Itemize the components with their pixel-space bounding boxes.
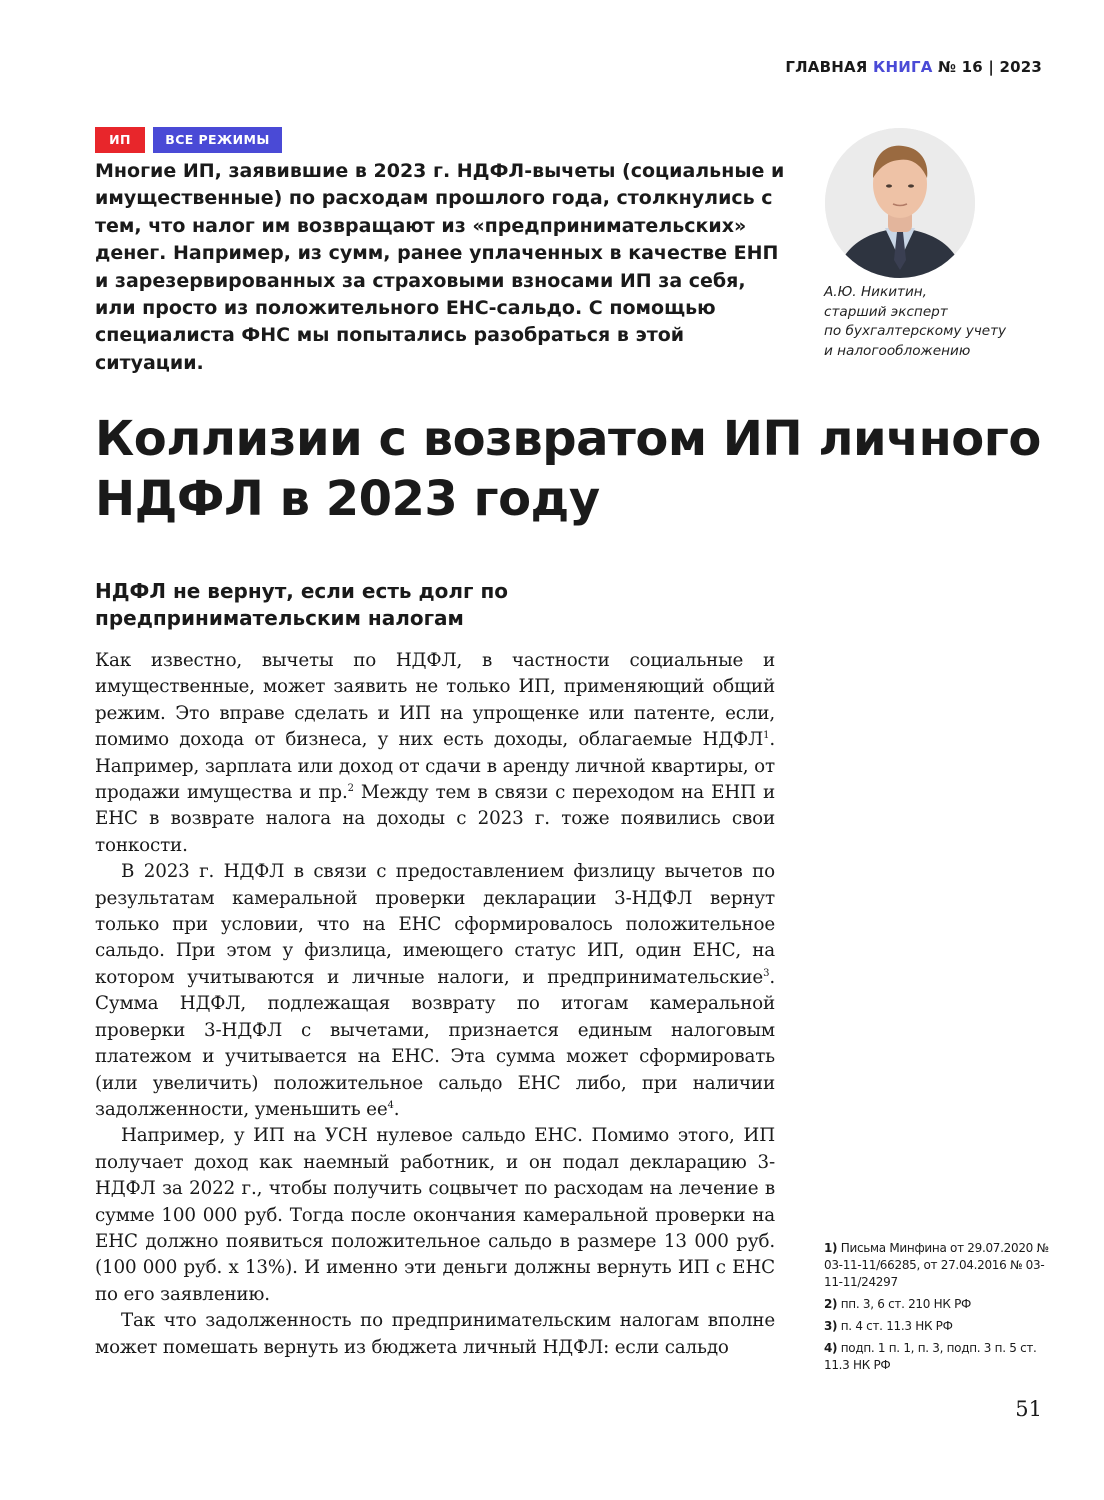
magazine-name: ГЛАВНАЯ bbox=[785, 58, 868, 76]
footnote: 3) п. 4 ст. 11.3 НК РФ bbox=[824, 1319, 953, 1333]
author-role-line: старший эксперт bbox=[824, 303, 948, 320]
body-paragraph: Например, у ИП на УСН нулевое сальдо ЕНС. Помимо этого, ИП получает доход как наемный работник, и он подал декларацию 3-НДФЛ за 2022 г., чтобы получить соцвычет по расходам на лечение в сумме 100 000 руб. Тогда после окончания камеральной проверки на ЕНС должно появиться положительное сальдо в размере 13 000 руб. (100 000 руб. х 13%). И именно эти деньги должны вернуть ИП с ЕНС по его заявлению. bbox=[95, 1125, 775, 1305]
author-name: А.Ю. Никитин, bbox=[824, 284, 928, 300]
page-number: 51 bbox=[1015, 1397, 1042, 1421]
author-role-line: по бухгалтерскому учету bbox=[824, 323, 1007, 339]
body-paragraph: В 2023 г. НДФЛ в связи с предоставлением физлицу вычетов по результатам камеральной проверки декларации 3-НДФЛ вернут только при условии, что на ЕНС сформировалось положительное сальдо. При этом у физлица, имеющего статус ИП, один ЕНС, на котором учитываются и личные налоги, и предпринимательские$^3$. Сумма НДФЛ, подлежащая возврату по итогам камеральной проверки 3-НДФЛ с вычетами, признается единым налоговым платежом и учитывается на ЕНС. Эта сумма может сформировать (или увеличить) положительное сальдо ЕНС либо, при наличии задолженности, уменьшить $ее^4$. bbox=[95, 861, 775, 1120]
footnote-ref[interactable]: 3 bbox=[763, 967, 770, 979]
footnote: 4) подп. 1 п. 1, п. 3, подп. 3 п. 5 ст. 11.3 НК РФ bbox=[824, 1341, 1037, 1372]
article-title: Коллизии с возвратом ИП личного НДФЛ в 2023 году bbox=[95, 411, 1041, 527]
footnote-ref[interactable]: 2 bbox=[347, 782, 354, 794]
magazine-name-accent: КНИГА bbox=[873, 58, 933, 76]
issue-number: № 16 | 2023 bbox=[937, 58, 1042, 76]
author-role-line: и налогообложению bbox=[824, 342, 971, 359]
footnote: 2) пп. 3, 6 ст. 210 НК РФ bbox=[824, 1297, 972, 1311]
article-body bbox=[95, 648, 775, 1361]
tag-ip: ИП bbox=[95, 127, 145, 153]
body-paragraph: Как известно, вычеты по НДФЛ, в частности социальные и имущественные, может заявить не только ИП, применяющий общий режим. Это вправе сделать и ИП на упрощенке или патенте, если, помимо дохода от бизнеса, у них есть доходы, облагаемые НДФЛ$^1$. Например, зарплата или доход от сдачи в аренду личной квартиры, от продажи имущества и пр.$^2$ Между тем в связи с переходом на ЕНП и ЕНС в возврате налога на доходы с 2023 г. тоже появились свои тонкости. bbox=[95, 650, 775, 856]
footnote-ref[interactable]: 4 bbox=[387, 1099, 394, 1111]
masthead bbox=[785, 58, 1042, 76]
tag-all-regimes: ВСЕ РЕЖИМЫ bbox=[153, 127, 282, 153]
footnote: 1) Письма Минфина от 29.07.2020 № 03-11-11/66285, от 27.04.2016 № 03-11-11/24297 bbox=[824, 1241, 1049, 1289]
lead-paragraph: Многие ИП, заявившие в 2023 г. НДФЛ-вычеты (социальные и имущественные) по расходам прошлого года, столкнулись с тем, что налог им возвращают из «предпринимательских» денег. Например, из сумм, ранее уплаченных в качестве ЕНП и зарезервированных за страховыми взносами ИП за себя, или просто из положительного ЕНС-сальдо. С помощью специалиста ФНС мы попытались разобраться в этой ситуации. bbox=[95, 160, 785, 374]
section-heading: НДФЛ не вернут, если есть долг по предпринимательским налогам bbox=[95, 579, 509, 630]
author-caption bbox=[824, 283, 1044, 361]
author-photo bbox=[825, 128, 975, 278]
author-portrait-icon bbox=[825, 128, 975, 278]
body-paragraph: Так что задолженность по предпринимательским налогам вполне может помешать вернуть из бюджета личный НДФЛ: если сальдо bbox=[95, 1310, 775, 1358]
footnotes bbox=[824, 1240, 1054, 1379]
footnote-ref[interactable]: 1 bbox=[763, 730, 770, 742]
